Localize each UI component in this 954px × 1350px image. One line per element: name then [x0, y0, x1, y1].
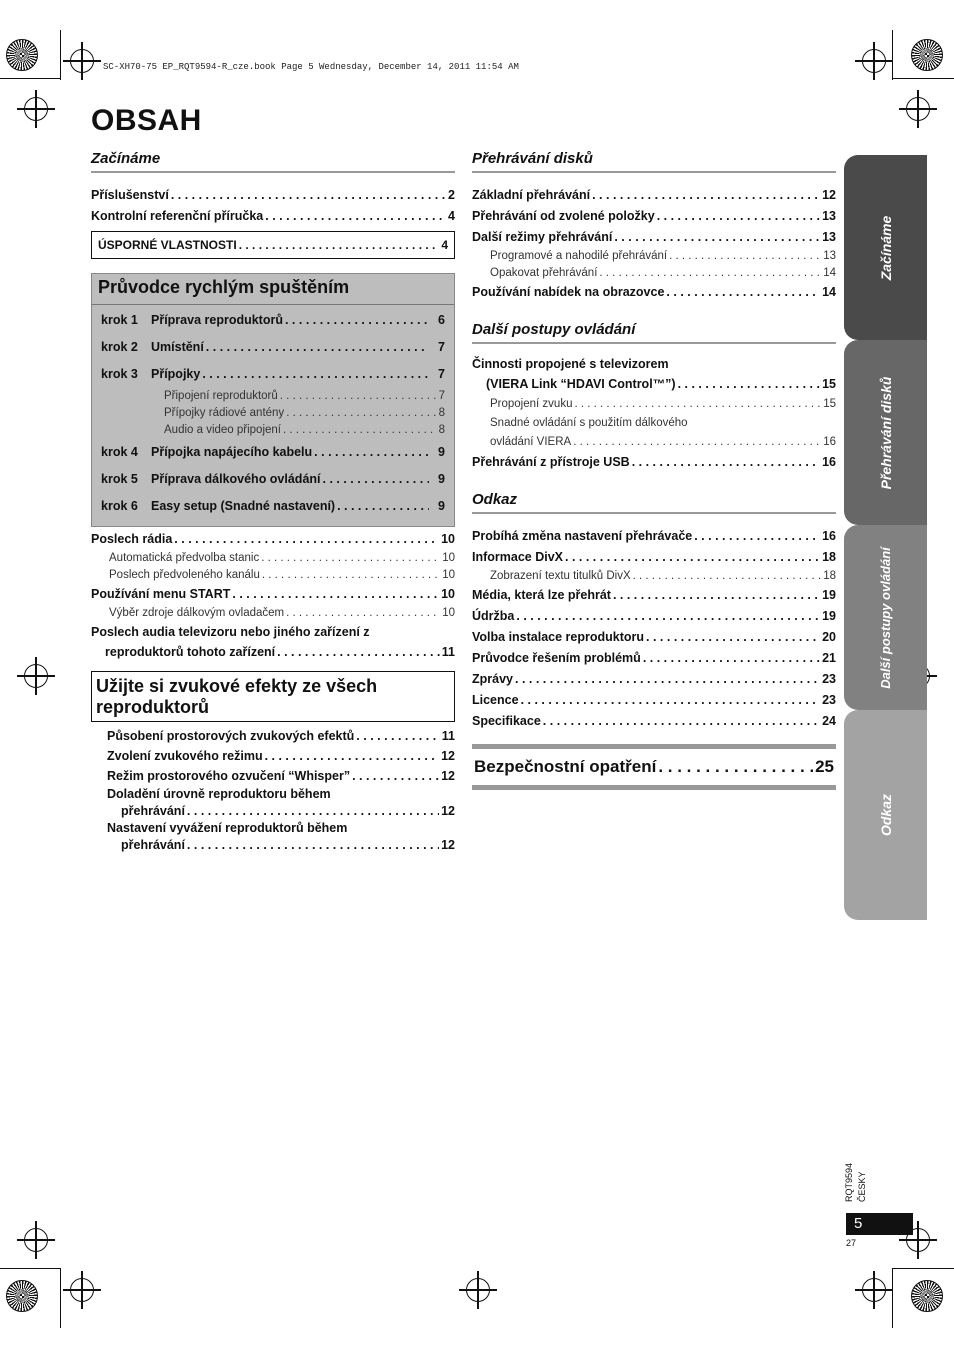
- toc-page: 20: [822, 630, 836, 644]
- toc-label: Další režimy přehrávání: [472, 230, 613, 244]
- toc-entry[interactable]: [91, 642, 455, 663]
- toc-entry[interactable]: [472, 452, 836, 473]
- toc-label: Používání menu START: [91, 587, 231, 601]
- tab-odkaz[interactable]: [844, 710, 927, 920]
- toc-label: přehrávání: [121, 838, 185, 852]
- crop-mark: [0, 1268, 60, 1269]
- toc-entry[interactable]: [98, 236, 448, 254]
- step-page: 6: [438, 313, 445, 327]
- step-page: 7: [438, 367, 445, 381]
- toc-label: Kontrolní referenční příručka: [91, 209, 264, 223]
- toc-label: Poslech rádia: [91, 532, 173, 546]
- toc-label: přehrávání: [121, 804, 185, 818]
- page-number: 5: [854, 1215, 863, 1232]
- document-code: RQT9594: [844, 1162, 854, 1202]
- step-number: krok 1: [101, 313, 138, 327]
- toc-subentry[interactable]: [490, 568, 836, 585]
- toc-page: 10: [441, 587, 455, 601]
- step-page: 7: [438, 340, 445, 354]
- toc-entry[interactable]: [472, 227, 836, 248]
- toc-label: Volba instalace reproduktoru: [472, 630, 645, 644]
- tab-label: Začínáme: [877, 215, 894, 280]
- toc-entry[interactable]: [472, 526, 836, 547]
- crosshair-icon: [24, 664, 48, 688]
- toc-page: 8: [438, 424, 445, 436]
- toc-entry-line1: Doladění úrovně reproduktoru během: [107, 787, 331, 801]
- toc-label: Příslušenství: [91, 188, 169, 202]
- toc-label: Zvolení zvukového režimu: [107, 749, 263, 763]
- toc-subentry[interactable]: [109, 567, 455, 584]
- step-entry[interactable]: [101, 361, 445, 388]
- toc-page: 19: [822, 588, 836, 602]
- toc-label: Průvodce řešením problémů: [472, 651, 641, 665]
- toc-page: 25: [815, 757, 834, 776]
- toc-page: 7: [438, 390, 445, 402]
- toc-page: 13: [823, 250, 836, 262]
- toc-page: 16: [822, 455, 836, 469]
- step-entry[interactable]: [101, 307, 445, 334]
- step-entry[interactable]: [101, 334, 445, 361]
- toc-label: Přípojky rádiové antény: [164, 407, 285, 419]
- toc-label: Probíhá změna nastavení přehrávače: [472, 529, 693, 543]
- energy-saving-box: [91, 231, 455, 259]
- crop-mark: [892, 1268, 954, 1269]
- toc-subentry-line1: Snadné ovládání s použitím dálkového: [490, 417, 688, 429]
- tab-zaciname[interactable]: [844, 155, 927, 340]
- quick-start-heading: Průvodce rychlým spuštěním: [92, 274, 454, 305]
- crosshair-icon: [906, 97, 930, 121]
- crosshair-icon: [862, 49, 886, 73]
- toc-label: Bezpečnostní opatření: [474, 757, 657, 776]
- toc-label: Připojení reproduktorů: [164, 390, 278, 402]
- toc-page: 24: [822, 714, 836, 728]
- file-info-header: SC-XH70-75 EP_RQT9594-R_cze.book Page 5 Wednesday, December 14, 2011 11:54 AM: [103, 62, 519, 72]
- tab-dalsi-postupy[interactable]: [844, 525, 927, 710]
- right-column: [472, 150, 836, 790]
- toc-subentry[interactable]: [490, 248, 836, 265]
- section-heading-zaciname: Začínáme: [91, 150, 455, 173]
- toc-entry[interactable]: [472, 547, 836, 568]
- registration-star-icon: [6, 39, 38, 71]
- toc-subentry[interactable]: [490, 265, 836, 282]
- quick-start-box: [91, 273, 455, 527]
- toc-label: (VIERA Link “HDAVI Control™”): [486, 377, 676, 391]
- toc-entry[interactable]: [472, 585, 836, 606]
- toc-page: 10: [442, 552, 455, 564]
- toc-label: Přehrávání z přístroje USB: [472, 455, 630, 469]
- toc-label: ÚSPORNÉ VLASTNOSTI: [98, 238, 237, 252]
- step-entry[interactable]: [101, 439, 445, 466]
- step-label: Easy setup (Snadné nastavení): [151, 499, 336, 513]
- toc-page: 16: [823, 436, 836, 448]
- toc-subentry[interactable]: [164, 405, 445, 422]
- section-heading-prehravani: Přehrávání disků: [472, 150, 836, 173]
- crosshair-icon: [862, 1278, 886, 1302]
- toc-page: 15: [822, 377, 836, 391]
- toc-entry[interactable]: [91, 584, 455, 605]
- step-label: Příprava dálkového ovládání: [151, 472, 321, 486]
- toc-page: 12: [822, 188, 836, 202]
- page-number-box: [846, 1213, 913, 1235]
- toc-entry[interactable]: [472, 185, 836, 206]
- toc-page: 12: [441, 804, 455, 818]
- toc-entry[interactable]: [91, 206, 455, 227]
- toc-page: 16: [822, 529, 836, 543]
- crosshair-icon: [466, 1278, 490, 1302]
- registration-star-icon: [6, 1280, 38, 1312]
- toc-entry[interactable]: [107, 726, 455, 746]
- section-heading-odkaz: Odkaz: [472, 491, 836, 514]
- toc-label: Specifikace: [472, 714, 541, 728]
- toc-page: 4: [448, 209, 455, 223]
- toc-entry[interactable]: [472, 374, 836, 395]
- toc-subentry[interactable]: [164, 422, 445, 439]
- toc-label: Programové a nahodilé přehrávání: [490, 250, 668, 262]
- toc-page: 21: [822, 651, 836, 665]
- crop-mark: [892, 30, 893, 80]
- crop-mark: [892, 1268, 893, 1328]
- toc-page: 4: [441, 238, 448, 252]
- tab-prehravani-disku[interactable]: [844, 340, 927, 525]
- left-column: [91, 150, 455, 854]
- crosshair-icon: [24, 1228, 48, 1252]
- toc-page: 18: [822, 550, 836, 564]
- toc-page: 23: [822, 693, 836, 707]
- toc-label: Režim prostorového ozvučení “Whisper”: [107, 769, 351, 783]
- step-page: 9: [438, 445, 445, 459]
- step-number: krok 3: [101, 367, 138, 381]
- toc-entry[interactable]: [91, 185, 455, 206]
- step-number: krok 4: [101, 445, 138, 459]
- toc-subentry[interactable]: [109, 550, 455, 567]
- language-label: ČESKY: [857, 1171, 867, 1202]
- toc-page: 19: [822, 609, 836, 623]
- toc-subentry[interactable]: [164, 388, 445, 405]
- toc-page: 11: [441, 645, 455, 659]
- toc-label: Výběr zdroje dálkovým ovladačem: [109, 607, 285, 619]
- toc-entry[interactable]: [107, 746, 455, 766]
- toc-page: 11: [441, 729, 455, 743]
- toc-page: 12: [441, 769, 455, 783]
- step-label: Příprava reproduktorů: [151, 313, 283, 327]
- step-number: krok 2: [101, 340, 138, 354]
- crop-mark: [892, 78, 954, 79]
- toc-page: 23: [822, 672, 836, 686]
- crosshair-icon: [70, 49, 94, 73]
- crop-mark: [0, 78, 60, 79]
- toc-entry[interactable]: [107, 836, 455, 854]
- toc-page: 18: [823, 570, 836, 582]
- step-number: krok 5: [101, 472, 138, 486]
- toc-page: 10: [442, 607, 455, 619]
- toc-entry-line1: Poslech audia televizoru nebo jiného zařízení z: [91, 625, 370, 639]
- step-label: Umístění: [151, 340, 204, 354]
- toc-label: Média, která lze přehrát: [472, 588, 611, 602]
- effects-heading: Užijte si zvukové efekty ze všech reproduktorů: [91, 671, 455, 722]
- toc-entry[interactable]: [107, 802, 455, 820]
- toc-label: Licence: [472, 693, 519, 707]
- toc-label: Propojení zvuku: [490, 398, 573, 410]
- toc-label: Opakovat přehrávání: [490, 267, 598, 279]
- crosshair-icon: [70, 1278, 94, 1302]
- toc-subentry[interactable]: [109, 605, 455, 622]
- toc-page: 14: [823, 267, 836, 279]
- toc-entry[interactable]: [472, 206, 836, 227]
- toc-page: 14: [822, 285, 836, 299]
- section-heading-dalsi: Další postupy ovládání: [472, 321, 836, 344]
- toc-label: Poslech předvoleného kanálu: [109, 569, 260, 581]
- toc-entry[interactable]: [472, 669, 836, 690]
- step-label: Přípojky: [151, 367, 201, 381]
- toc-subentry[interactable]: [490, 433, 836, 452]
- step-entry[interactable]: [101, 466, 445, 493]
- tab-label: Přehrávání disků: [877, 376, 894, 489]
- safety-precautions-entry[interactable]: [472, 744, 836, 790]
- toc-page: 13: [822, 209, 836, 223]
- crosshair-icon: [24, 97, 48, 121]
- registration-star-icon: [911, 1280, 943, 1312]
- registration-star-icon: [911, 39, 943, 71]
- toc-label: Používání nabídek na obrazovce: [472, 285, 665, 299]
- toc-label: Přehrávání od zvolené položky: [472, 209, 655, 223]
- toc-label: Zobrazení textu titulků DivX: [490, 570, 631, 582]
- tab-label: Odkaz: [877, 793, 894, 837]
- toc-entry[interactable]: [472, 282, 836, 303]
- toc-entry[interactable]: [91, 529, 455, 550]
- toc-label: Automatická předvolba stanic: [109, 552, 260, 564]
- toc-page: 8: [438, 407, 445, 419]
- toc-entry[interactable]: [472, 606, 836, 627]
- crop-mark: [60, 30, 61, 80]
- step-label: Přípojka napájecího kabelu: [151, 445, 313, 459]
- toc-entry-line1: Nastavení vyvážení reproduktorů během: [107, 821, 348, 835]
- toc-entry[interactable]: [472, 711, 836, 732]
- crop-mark: [60, 1268, 61, 1328]
- page-title: OBSAH: [91, 104, 202, 137]
- toc-label: Audio a video připojení: [164, 424, 281, 436]
- toc-entry[interactable]: [472, 648, 836, 669]
- toc-entry[interactable]: [472, 627, 836, 648]
- toc-label: Působení prostorových zvukových efektů: [107, 729, 355, 743]
- toc-page: 12: [441, 838, 455, 852]
- step-entry[interactable]: [101, 493, 445, 520]
- toc-entry-line1: Činnosti propojené s televizorem: [472, 357, 669, 371]
- step-page: 9: [438, 499, 445, 513]
- toc-label: Základní přehrávání: [472, 188, 591, 202]
- toc-page: 13: [822, 230, 836, 244]
- toc-entry[interactable]: [107, 766, 455, 786]
- toc-page: 10: [441, 532, 455, 546]
- toc-page: 12: [441, 749, 455, 763]
- toc-entry[interactable]: [472, 690, 836, 711]
- toc-label: ovládání VIERA: [490, 436, 572, 448]
- step-page: 9: [438, 472, 445, 486]
- step-number: krok 6: [101, 499, 138, 513]
- toc-subentry[interactable]: [490, 395, 836, 414]
- toc-label: reproduktorů tohoto zařízení: [105, 645, 276, 659]
- small-page-number: 27: [846, 1238, 857, 1248]
- toc-page: 10: [442, 569, 455, 581]
- tab-label: Další postupy ovládání: [877, 546, 893, 689]
- toc-label: Údržba: [472, 609, 515, 623]
- toc-page: 15: [823, 398, 836, 410]
- toc-page: 2: [448, 188, 455, 202]
- toc-label: Informace DivX: [472, 550, 564, 564]
- toc-label: Zprávy: [472, 672, 513, 686]
